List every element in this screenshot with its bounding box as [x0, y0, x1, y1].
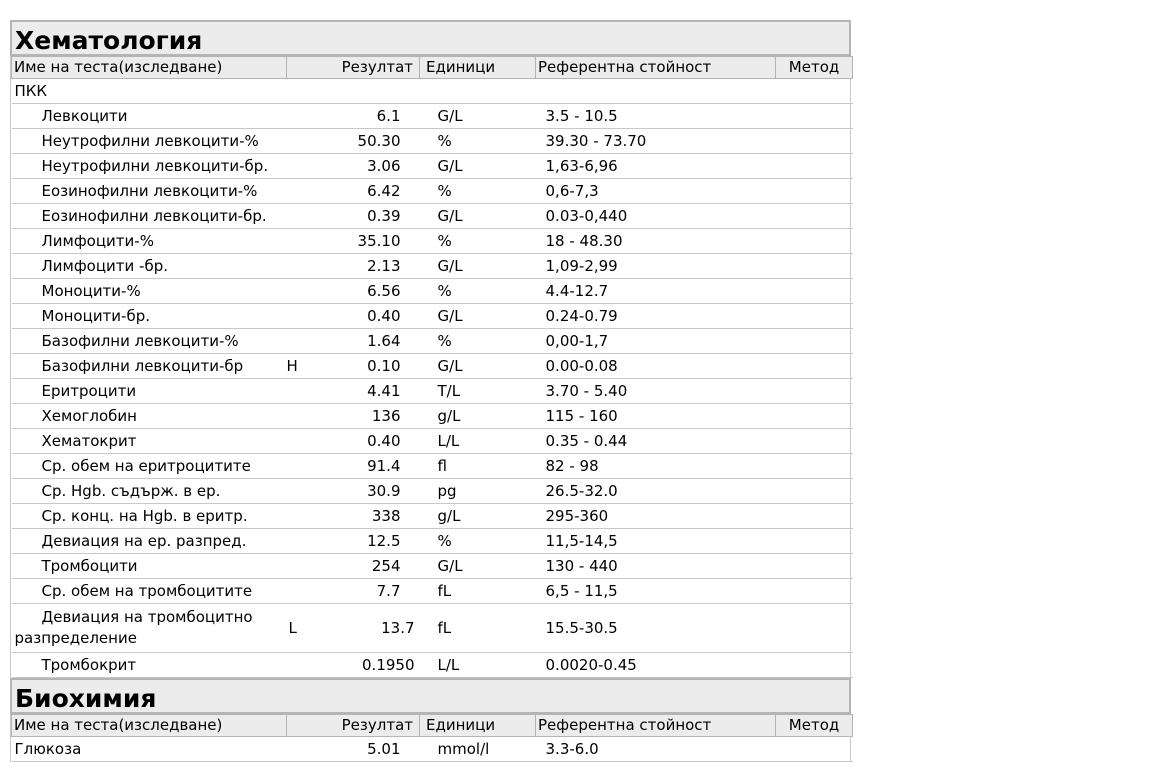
test-name [12, 604, 287, 653]
col-header-method: Метод [776, 57, 853, 79]
test-reference: 39.30 - 73.70 [536, 129, 776, 154]
test-reference: 115 - 160 [536, 404, 776, 429]
test-units: % [420, 179, 536, 204]
test-method [776, 204, 853, 229]
biochemistry-table-container [10, 714, 851, 762]
test-result-cell [287, 479, 406, 504]
test-reference: 0.0020-0.45 [536, 653, 776, 678]
hematology-rows [12, 104, 853, 604]
table-row [12, 529, 853, 554]
test-result-cell [287, 304, 406, 329]
table-row [12, 379, 853, 404]
test-result-cell [287, 737, 406, 762]
test-result-cell [287, 429, 406, 454]
test-result-cell [287, 579, 406, 604]
table-row [12, 204, 853, 229]
spacer-cell [406, 279, 420, 304]
test-method [776, 329, 853, 354]
table-row-pdw [12, 604, 853, 653]
test-units: mmol/l [420, 737, 536, 762]
test-method [776, 279, 853, 304]
test-method [776, 229, 853, 254]
test-method [776, 737, 853, 762]
table-row-pct [12, 653, 853, 678]
test-reference: 6,5 - 11,5 [536, 579, 776, 604]
table-row [12, 254, 853, 279]
test-name: Тромбокрит [12, 653, 287, 678]
test-name: Моноцити-% [12, 279, 287, 304]
test-result: 1.64 [367, 332, 401, 350]
test-result-cell [287, 254, 406, 279]
biochemistry-rows [12, 737, 853, 762]
test-units: fL [420, 579, 536, 604]
hematology-section-title: Хематология [10, 20, 851, 56]
test-result: 254 [371, 557, 401, 575]
test-method [776, 129, 853, 154]
test-method [776, 604, 853, 653]
test-flag: L [288, 619, 297, 637]
test-method [776, 179, 853, 204]
test-units: G/L [420, 104, 536, 129]
test-name-line2: разпределение [14, 629, 137, 647]
test-name: Тромбоцити [12, 554, 287, 579]
col-header-name: Име на теста(изследване) [12, 715, 287, 737]
test-name: Глюкоза [12, 737, 287, 762]
test-reference: 1,63-6,96 [536, 154, 776, 179]
col-header-result: Резултат [287, 715, 420, 737]
test-units: G/L [420, 254, 536, 279]
spacer-cell [406, 529, 420, 554]
test-name: Хематокрит [12, 429, 287, 454]
spacer-cell [406, 254, 420, 279]
spacer-cell [406, 204, 420, 229]
spacer-cell [406, 104, 420, 129]
table-row [12, 179, 853, 204]
spacer-cell [406, 737, 420, 762]
table-row [12, 554, 853, 579]
spacer-cell [406, 329, 420, 354]
test-method [776, 653, 853, 678]
test-units: G/L [420, 554, 536, 579]
test-reference: 0.35 - 0.44 [536, 429, 776, 454]
test-result: 7.7 [376, 582, 401, 600]
test-units: % [420, 129, 536, 154]
test-method [776, 454, 853, 479]
test-reference: 82 - 98 [536, 454, 776, 479]
col-header-reference: Референтна стойност [536, 715, 776, 737]
test-result-cell [287, 154, 406, 179]
test-result-cell [287, 604, 420, 653]
test-result: 338 [371, 507, 401, 525]
table-row [12, 504, 853, 529]
test-reference: 0,6-7,3 [536, 179, 776, 204]
test-units: G/L [420, 154, 536, 179]
test-name: Базофилни левкоцити-бр [12, 354, 287, 379]
test-result: 136 [371, 407, 401, 425]
test-result: 0.10 [367, 357, 401, 375]
test-result-cell [287, 204, 406, 229]
test-result-cell [287, 504, 406, 529]
test-result: 0.40 [367, 432, 401, 450]
test-result-cell [287, 329, 406, 354]
test-reference: 295-360 [536, 504, 776, 529]
test-name: Левкоцити [12, 104, 287, 129]
test-flag: H [286, 357, 298, 375]
test-reference: 15.5-30.5 [536, 604, 776, 653]
test-units: G/L [420, 354, 536, 379]
test-result: 3.06 [367, 157, 401, 175]
test-method [776, 254, 853, 279]
test-result-cell [287, 554, 406, 579]
col-header-units: Единици [420, 715, 536, 737]
test-result: 5.01 [367, 740, 401, 758]
test-units: % [420, 529, 536, 554]
biochemistry-section-title: Биохимия [10, 678, 851, 714]
test-result-cell [287, 179, 406, 204]
test-reference: 0.03-0,440 [536, 204, 776, 229]
test-result: 35.10 [357, 232, 401, 250]
table-row [12, 329, 853, 354]
test-result-cell [287, 104, 406, 129]
hematology-header-row [12, 57, 853, 79]
group-label: ПКК [12, 79, 853, 104]
col-header-reference: Референтна стойност [536, 57, 776, 79]
test-result-cell [287, 129, 406, 154]
test-reference: 11,5-14,5 [536, 529, 776, 554]
table-row [12, 454, 853, 479]
test-name: Еритроцити [12, 379, 287, 404]
test-reference: 0,00-1,7 [536, 329, 776, 354]
test-result-cell [287, 404, 406, 429]
test-name: Хемоглобин [12, 404, 287, 429]
test-reference: 3.3-6.0 [536, 737, 776, 762]
spacer-cell [406, 154, 420, 179]
spacer-cell [406, 454, 420, 479]
test-result-cell [287, 229, 406, 254]
test-result: 50.30 [357, 132, 401, 150]
test-result: 6.1 [376, 107, 401, 125]
test-name: Девиация на ер. разпред. [12, 529, 287, 554]
test-name: Неутрофилни левкоцити-бр. [12, 154, 287, 179]
spacer-cell [406, 229, 420, 254]
table-row [12, 579, 853, 604]
test-method [776, 104, 853, 129]
hematology-table [11, 56, 853, 678]
table-row [12, 354, 853, 379]
table-row [12, 404, 853, 429]
test-reference: 4.4-12.7 [536, 279, 776, 304]
test-units: L/L [420, 429, 536, 454]
table-row [12, 304, 853, 329]
table-row [12, 279, 853, 304]
test-name: Ср. обем на тромбоцитите [12, 579, 287, 604]
test-result-cell [287, 454, 406, 479]
test-name: Лимфоцити-% [12, 229, 287, 254]
test-units: % [420, 329, 536, 354]
test-result: 13.7 [381, 619, 415, 637]
test-method [776, 354, 853, 379]
test-units: pg [420, 479, 536, 504]
col-header-result: Резултат [287, 57, 420, 79]
biochemistry-header-row [12, 715, 853, 737]
spacer-cell [406, 379, 420, 404]
test-name-line1: Девиация на тромбоцитно [41, 608, 253, 626]
col-header-method: Метод [776, 715, 853, 737]
test-result-cell [287, 379, 406, 404]
test-units: g/L [420, 504, 536, 529]
test-method [776, 404, 853, 429]
test-method [776, 379, 853, 404]
test-result: 2.13 [367, 257, 401, 275]
test-reference: 0.00-0.08 [536, 354, 776, 379]
test-reference: 1,09-2,99 [536, 254, 776, 279]
col-header-units: Единици [420, 57, 536, 79]
spacer-cell [406, 429, 420, 454]
test-method [776, 529, 853, 554]
test-result: 30.9 [367, 482, 401, 500]
test-reference: 3.5 - 10.5 [536, 104, 776, 129]
test-result: 0.1950 [287, 653, 420, 678]
table-row [12, 129, 853, 154]
spacer-cell [406, 404, 420, 429]
test-name: Ср. конц. на Hgb. в еритр. [12, 504, 287, 529]
test-method [776, 579, 853, 604]
table-row [12, 154, 853, 179]
test-result: 12.5 [367, 532, 401, 550]
test-units: L/L [420, 653, 536, 678]
test-result: 0.39 [367, 207, 401, 225]
test-result: 4.41 [367, 382, 401, 400]
spacer-cell [406, 504, 420, 529]
test-name: Неутрофилни левкоцити-% [12, 129, 287, 154]
table-row [12, 429, 853, 454]
test-reference: 18 - 48.30 [536, 229, 776, 254]
col-header-name: Име на теста(изследване) [12, 57, 287, 79]
test-units: fl [420, 454, 536, 479]
test-result: 6.56 [367, 282, 401, 300]
table-row [12, 737, 853, 762]
test-method [776, 479, 853, 504]
test-result: 6.42 [367, 182, 401, 200]
test-reference: 0.24-0.79 [536, 304, 776, 329]
test-result: 0.40 [367, 307, 401, 325]
table-row [12, 479, 853, 504]
spacer-cell [406, 479, 420, 504]
spacer-cell [406, 554, 420, 579]
test-units: fL [420, 604, 536, 653]
test-units: % [420, 229, 536, 254]
test-name: Базофилни левкоцити-% [12, 329, 287, 354]
test-reference: 130 - 440 [536, 554, 776, 579]
biochemistry-table [11, 714, 853, 762]
test-name: Еозинофилни левкоцити-% [12, 179, 287, 204]
table-row [12, 229, 853, 254]
table-row [12, 104, 853, 129]
spacer-cell [406, 354, 420, 379]
test-units: g/L [420, 404, 536, 429]
test-method [776, 304, 853, 329]
spacer-cell [406, 179, 420, 204]
test-name: Еозинофилни левкоцити-бр. [12, 204, 287, 229]
test-name: Ср. обем на еритроцитите [12, 454, 287, 479]
spacer-cell [406, 304, 420, 329]
test-result-cell [287, 354, 406, 379]
test-units: G/L [420, 204, 536, 229]
test-reference: 3.70 - 5.40 [536, 379, 776, 404]
test-units: % [420, 279, 536, 304]
test-name: Моноцити-бр. [12, 304, 287, 329]
test-units: T/L [420, 379, 536, 404]
test-name: Лимфоцити -бр. [12, 254, 287, 279]
spacer-cell [406, 129, 420, 154]
test-result: 91.4 [367, 457, 401, 475]
test-result-cell [287, 279, 406, 304]
group-row [12, 79, 853, 104]
test-name: Ср. Hgb. съдърж. в ер. [12, 479, 287, 504]
test-reference: 26.5-32.0 [536, 479, 776, 504]
spacer-cell [406, 579, 420, 604]
test-method [776, 154, 853, 179]
hematology-table-container [10, 56, 851, 678]
test-result-cell [287, 529, 406, 554]
test-method [776, 554, 853, 579]
test-method [776, 504, 853, 529]
test-method [776, 429, 853, 454]
test-units: G/L [420, 304, 536, 329]
lab-report [10, 20, 851, 762]
